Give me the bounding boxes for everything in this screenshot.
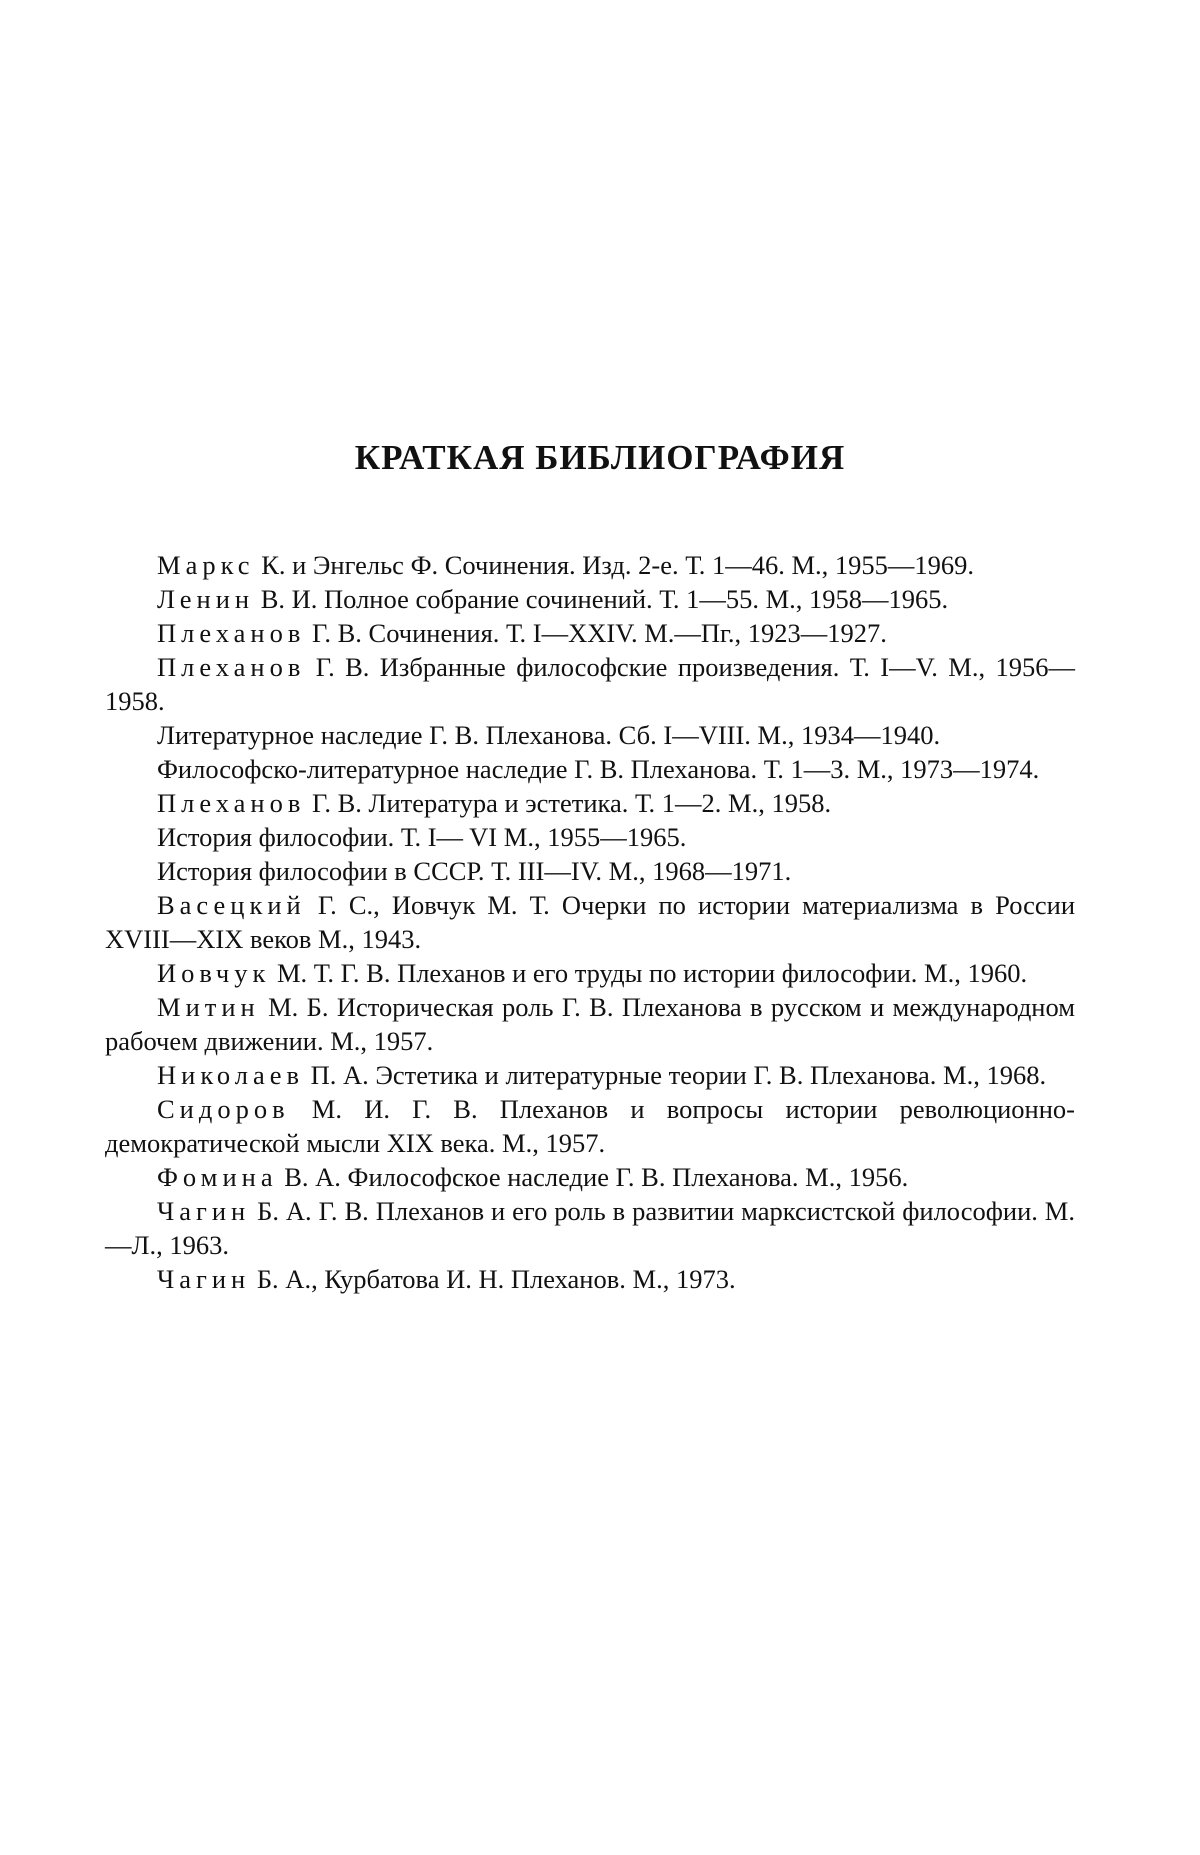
- entry-text: Б. А. Г. В. Плеханов и его роль в развитии марксистской философии. М.—Л., 1963.: [105, 1196, 1075, 1260]
- entry-author: Плеханов: [157, 652, 306, 682]
- bibliography-entry: [105, 820, 1075, 854]
- entry-text: В. А. Философское наследие Г. В. Плеханова. М., 1956.: [277, 1162, 909, 1192]
- page-title: КРАТКАЯ БИБЛИОГРАФИЯ: [354, 438, 846, 477]
- entry-text: История философии. Т. I— VI М., 1955—1965.: [157, 822, 687, 852]
- bibliography-entry: [105, 786, 1075, 820]
- entry-author: Николаев: [157, 1060, 305, 1090]
- bibliography-entry: [105, 718, 1075, 752]
- bibliography-entry: [105, 888, 1075, 956]
- bibliography-entry: [105, 650, 1075, 718]
- entry-text: История философии в СССР. Т. III—IV. М., 1968—1971.: [157, 856, 792, 886]
- entry-text: Б. А., Курбатова И. Н. Плеханов. М., 1973.: [250, 1264, 736, 1294]
- bibliography-entry: [105, 582, 1075, 616]
- entry-author: Чагин: [157, 1264, 251, 1294]
- entry-text: К. и Энгельс Ф. Сочинения. Изд. 2-е. Т. 1—46. М., 1955—1969.: [254, 550, 975, 580]
- bibliography-entry: [105, 616, 1075, 650]
- entry-author: Плеханов: [157, 618, 306, 648]
- bibliography-entry: [105, 752, 1075, 786]
- entry-author: Сидоров: [157, 1094, 290, 1124]
- entry-author: Маркс: [157, 550, 255, 580]
- bibliography-entry: [105, 1058, 1075, 1092]
- entry-author: Митин: [157, 992, 260, 1022]
- bibliography-entry: [105, 1262, 1075, 1296]
- entry-author: Иовчук: [157, 958, 271, 988]
- bibliography-entry: [105, 990, 1075, 1058]
- entry-text: Г. С., Иовчук М. Т. Очерки по истории материализма в России XVIII—XIX веков М., 1943.: [105, 890, 1075, 954]
- bibliography-entry: [105, 548, 1075, 582]
- bibliography-list: [105, 548, 1075, 1296]
- entry-author: Чагин: [157, 1196, 251, 1226]
- bibliography-entry: [105, 854, 1075, 888]
- entry-text: М. Т. Г. В. Плеханов и его труды по истории философии. М., 1960.: [270, 958, 1028, 988]
- entry-author: Васецкий: [157, 890, 306, 920]
- entry-text: Г. В. Сочинения. Т. I—XXIV. М.—Пг., 1923—1927.: [305, 618, 887, 648]
- entry-text: М. И. Г. В. Плеханов и вопросы истории революционно-демократической мысли XIX века. М., 1957.: [105, 1094, 1075, 1158]
- entry-author: Ленин: [157, 584, 255, 614]
- bibliography-entry: [105, 1092, 1075, 1160]
- entry-text: П. А. Эстетика и литературные теории Г. В. Плеханова. М., 1968.: [304, 1060, 1047, 1090]
- entry-text: М. Б. Историческая роль Г. В. Плеханова в русском и международном рабочем движении. М., 1957.: [105, 992, 1075, 1056]
- bibliography-entry: [105, 1194, 1075, 1262]
- entry-author: Плеханов: [157, 788, 306, 818]
- entry-author: Фомина: [157, 1162, 278, 1192]
- entry-text: В. И. Полное собрание сочинений. Т. 1—55. М., 1958—1965.: [254, 584, 949, 614]
- entry-text: Г. В. Литература и эстетика. Т. 1—2. М., 1958.: [305, 788, 832, 818]
- entry-text: Философско-литературное наследие Г. В. Плеханова. Т. 1—3. М., 1973—1974.: [157, 754, 1040, 784]
- bibliography-entry: [105, 1160, 1075, 1194]
- entry-text: Г. В. Избранные философские произведения. Т. I—V. М., 1956—1958.: [105, 652, 1075, 716]
- entry-text: Литературное наследие Г. В. Плеханова. Сб. I—VIII. М., 1934—1940.: [157, 720, 941, 750]
- bibliography-entry: [105, 956, 1075, 990]
